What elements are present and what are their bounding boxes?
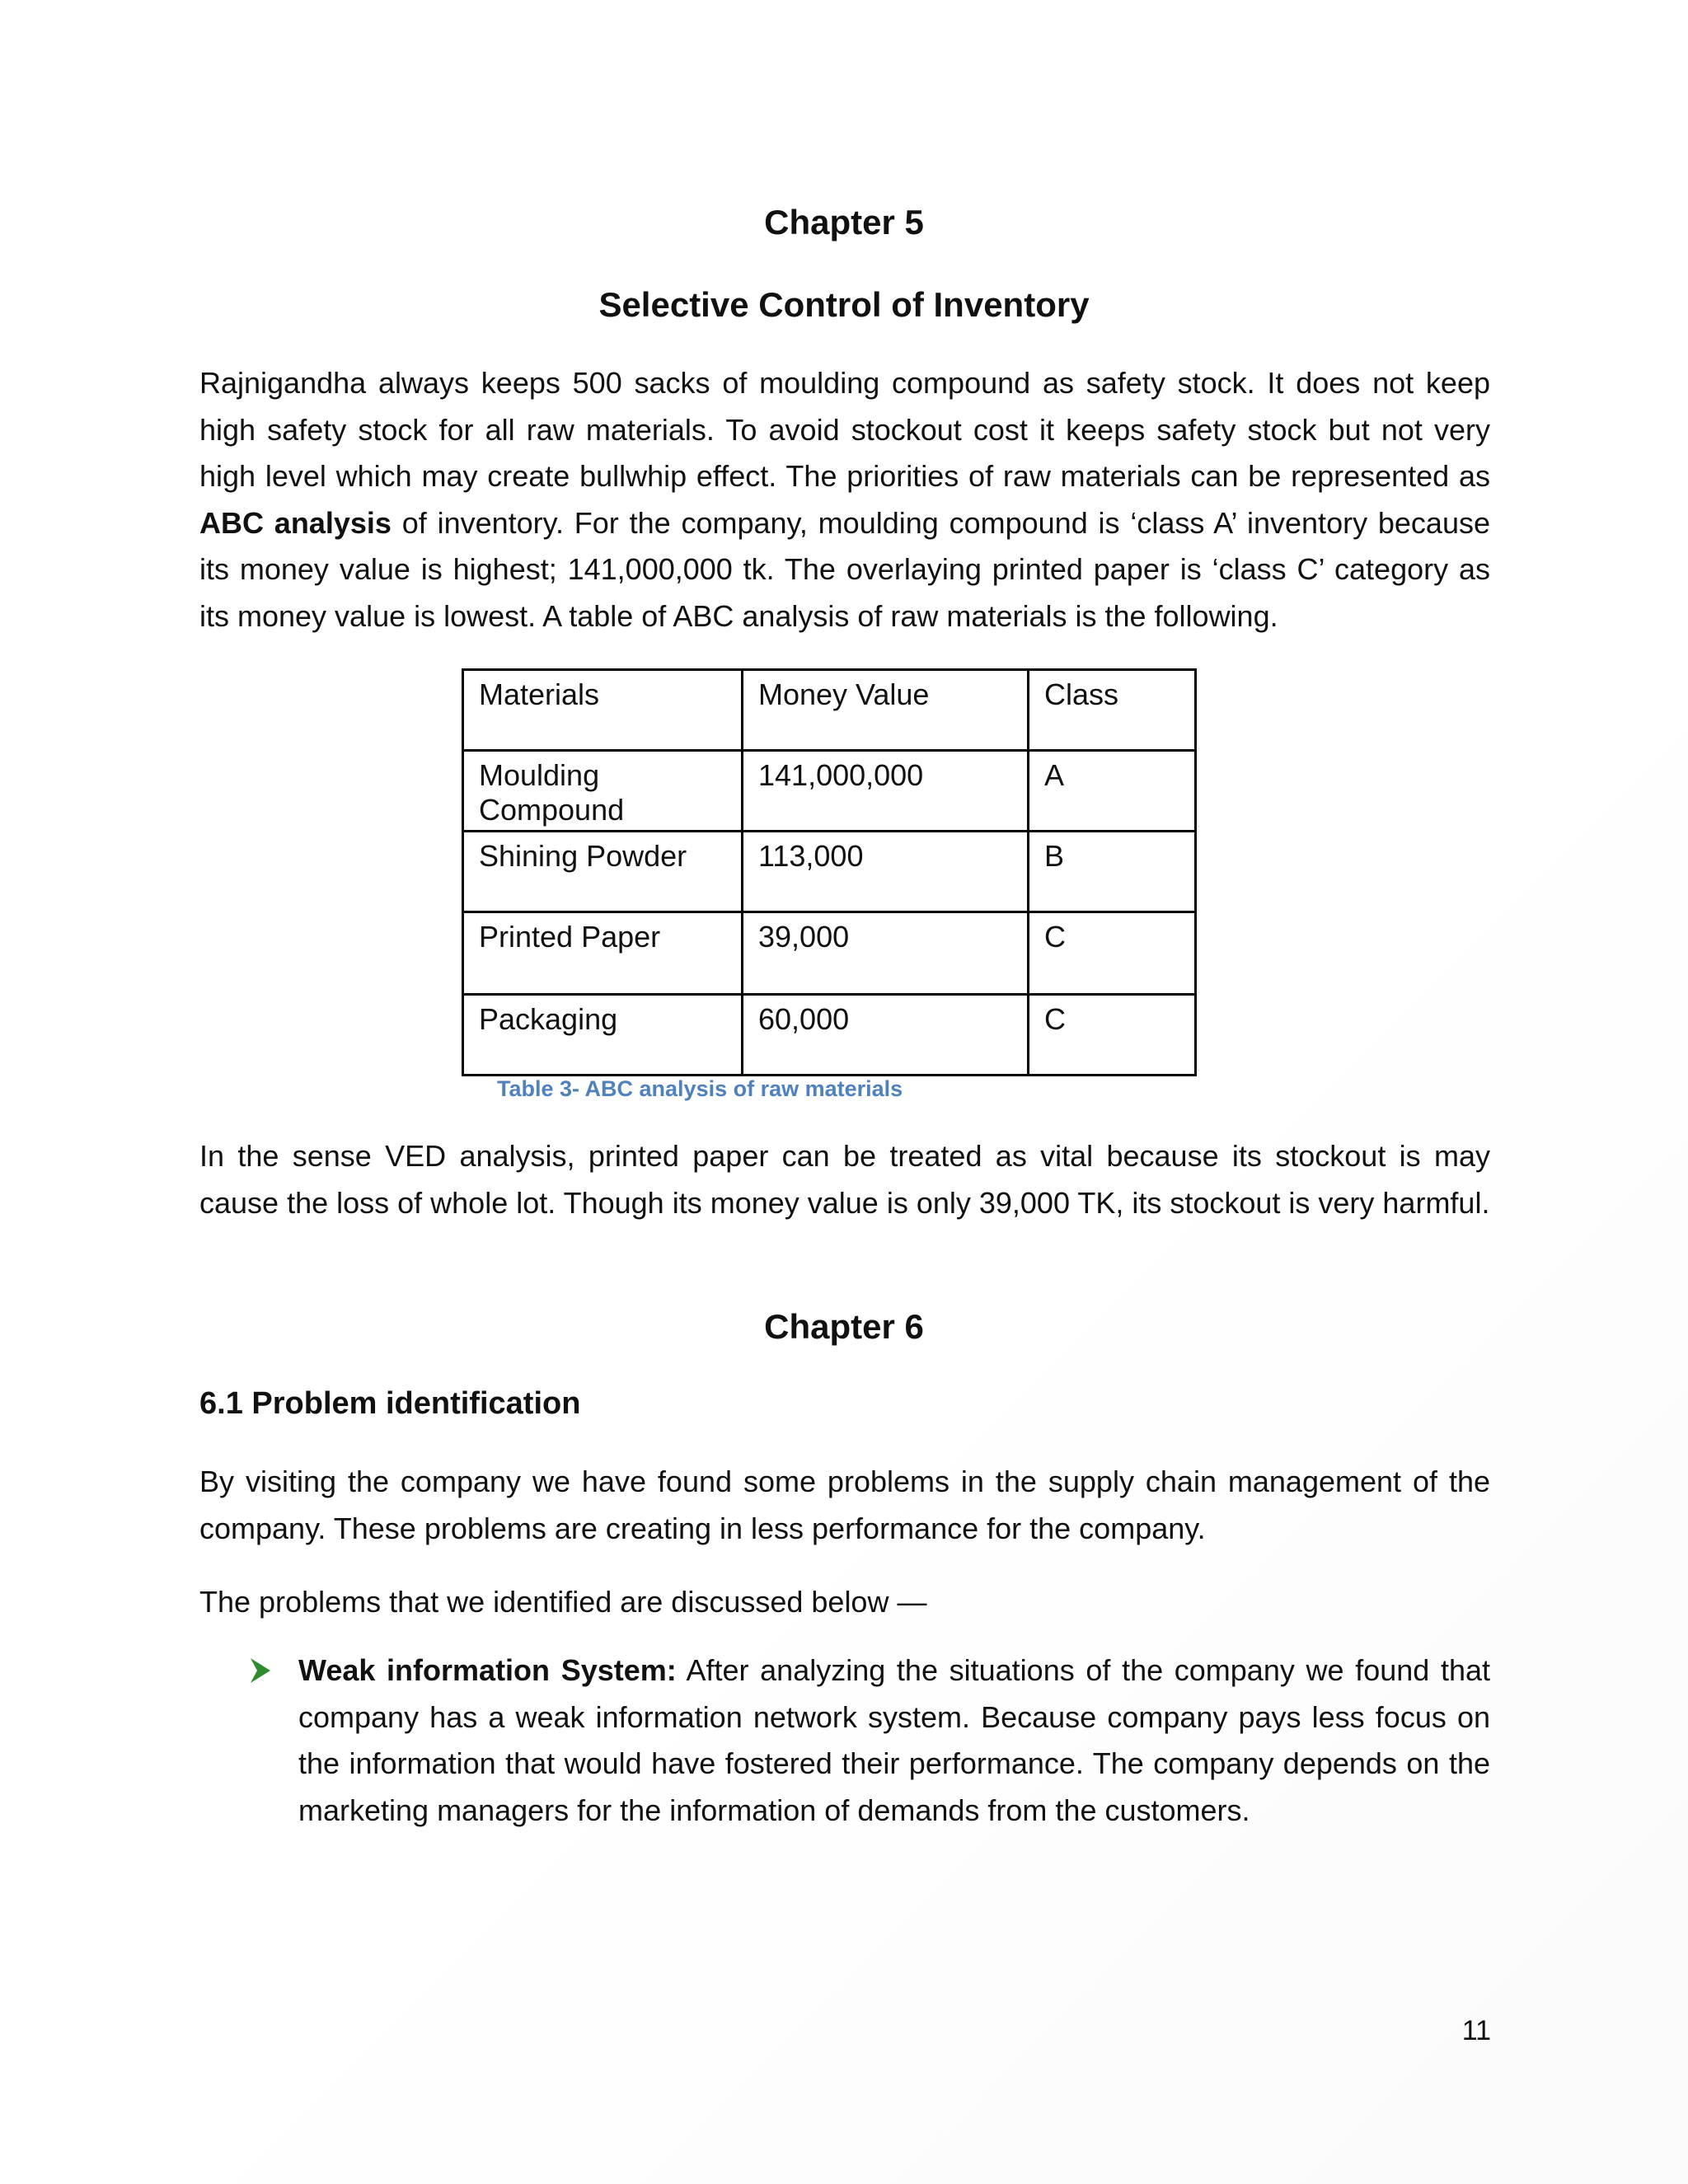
table-cell-material: Shining Powder <box>463 832 743 912</box>
table-header-row <box>463 670 1196 751</box>
chapter-5-subtitle: Selective Control of Inventory <box>598 285 1090 324</box>
table-row <box>463 995 1196 1076</box>
intro-text-start: Rajnigandha always keeps 500 sacks of moulding compound as safety stock. It does not keep high safety stock for all raw materials. To avoid stockout cost it keeps safety stock but not very high level which may create bullwhip effect. The priorities of raw materials can be represented as <box>199 366 1490 493</box>
arrow-bullet-icon <box>249 1657 272 1685</box>
bullet-item <box>298 1647 1490 1834</box>
table-cell-money-value: 141,000,000 <box>743 751 1029 832</box>
abc-analysis-term: ABC analysis <box>199 505 392 540</box>
chapter-6-title: Chapter 6 <box>764 1307 924 1346</box>
table-row <box>463 912 1196 995</box>
table-cell-money-value: 113,000 <box>743 832 1029 912</box>
table-cell-class: B <box>1029 832 1196 912</box>
table-cell-class: A <box>1029 751 1196 832</box>
problems-lead-in: The problems that we identified are discussed below — <box>199 1585 927 1619</box>
section-heading: 6.1 Problem identification <box>199 1386 581 1421</box>
arrow-bullet-shape <box>251 1658 270 1683</box>
problems-intro-paragraph: By visiting the company we have found some problems in the supply chain management of the company. These problems are creating in less performance for the company. <box>199 1465 1490 1545</box>
table-row <box>463 832 1196 912</box>
table-caption: Table 3- ABC analysis of raw materials <box>497 1076 903 1101</box>
bullet-body: After analyzing the situations of the company we found that company has a weak information network system. Because company pays less focus on the information that would have fostered their performance. The company depends on the marketing managers for the information of demands from the customers. <box>298 1653 1490 1827</box>
table-cell-money-value: 39,000 <box>743 912 1029 995</box>
table-header-cell: Class <box>1029 670 1196 751</box>
table-cell-money-value: 60,000 <box>743 995 1029 1076</box>
table-cell-class: C <box>1029 912 1196 995</box>
table-cell-material: Packaging <box>463 995 743 1076</box>
table-header-cell: Money Value <box>743 670 1029 751</box>
abc-analysis-table <box>462 668 1197 1076</box>
intro-paragraph <box>199 360 1490 640</box>
table-cell-material: Printed Paper <box>463 912 743 995</box>
page-number: 11 <box>1461 2015 1491 2046</box>
table-cell-material: Moulding Compound <box>463 751 743 832</box>
intro-text-end: of inventory. For the company, moulding compound is ‘class A’ inventory because its money value is highest; 141,000,000 tk. The overlaying printed paper is ‘class C’ category as its money value is lowest. A table of ABC analysis of raw materials is the following. <box>199 505 1490 633</box>
chapter-5-title: Chapter 5 <box>764 203 924 241</box>
table-cell-class: C <box>1029 995 1196 1076</box>
bullet-label: Weak information System: <box>298 1653 677 1687</box>
ved-paragraph: In the sense VED analysis, printed paper can be treated as vital because its stockout is may cause the loss of whole lot. Though its money value is only 39,000 TK, its stockout is very harmful. <box>199 1139 1490 1220</box>
table-row <box>463 751 1196 832</box>
table-header-cell: Materials <box>463 670 743 751</box>
